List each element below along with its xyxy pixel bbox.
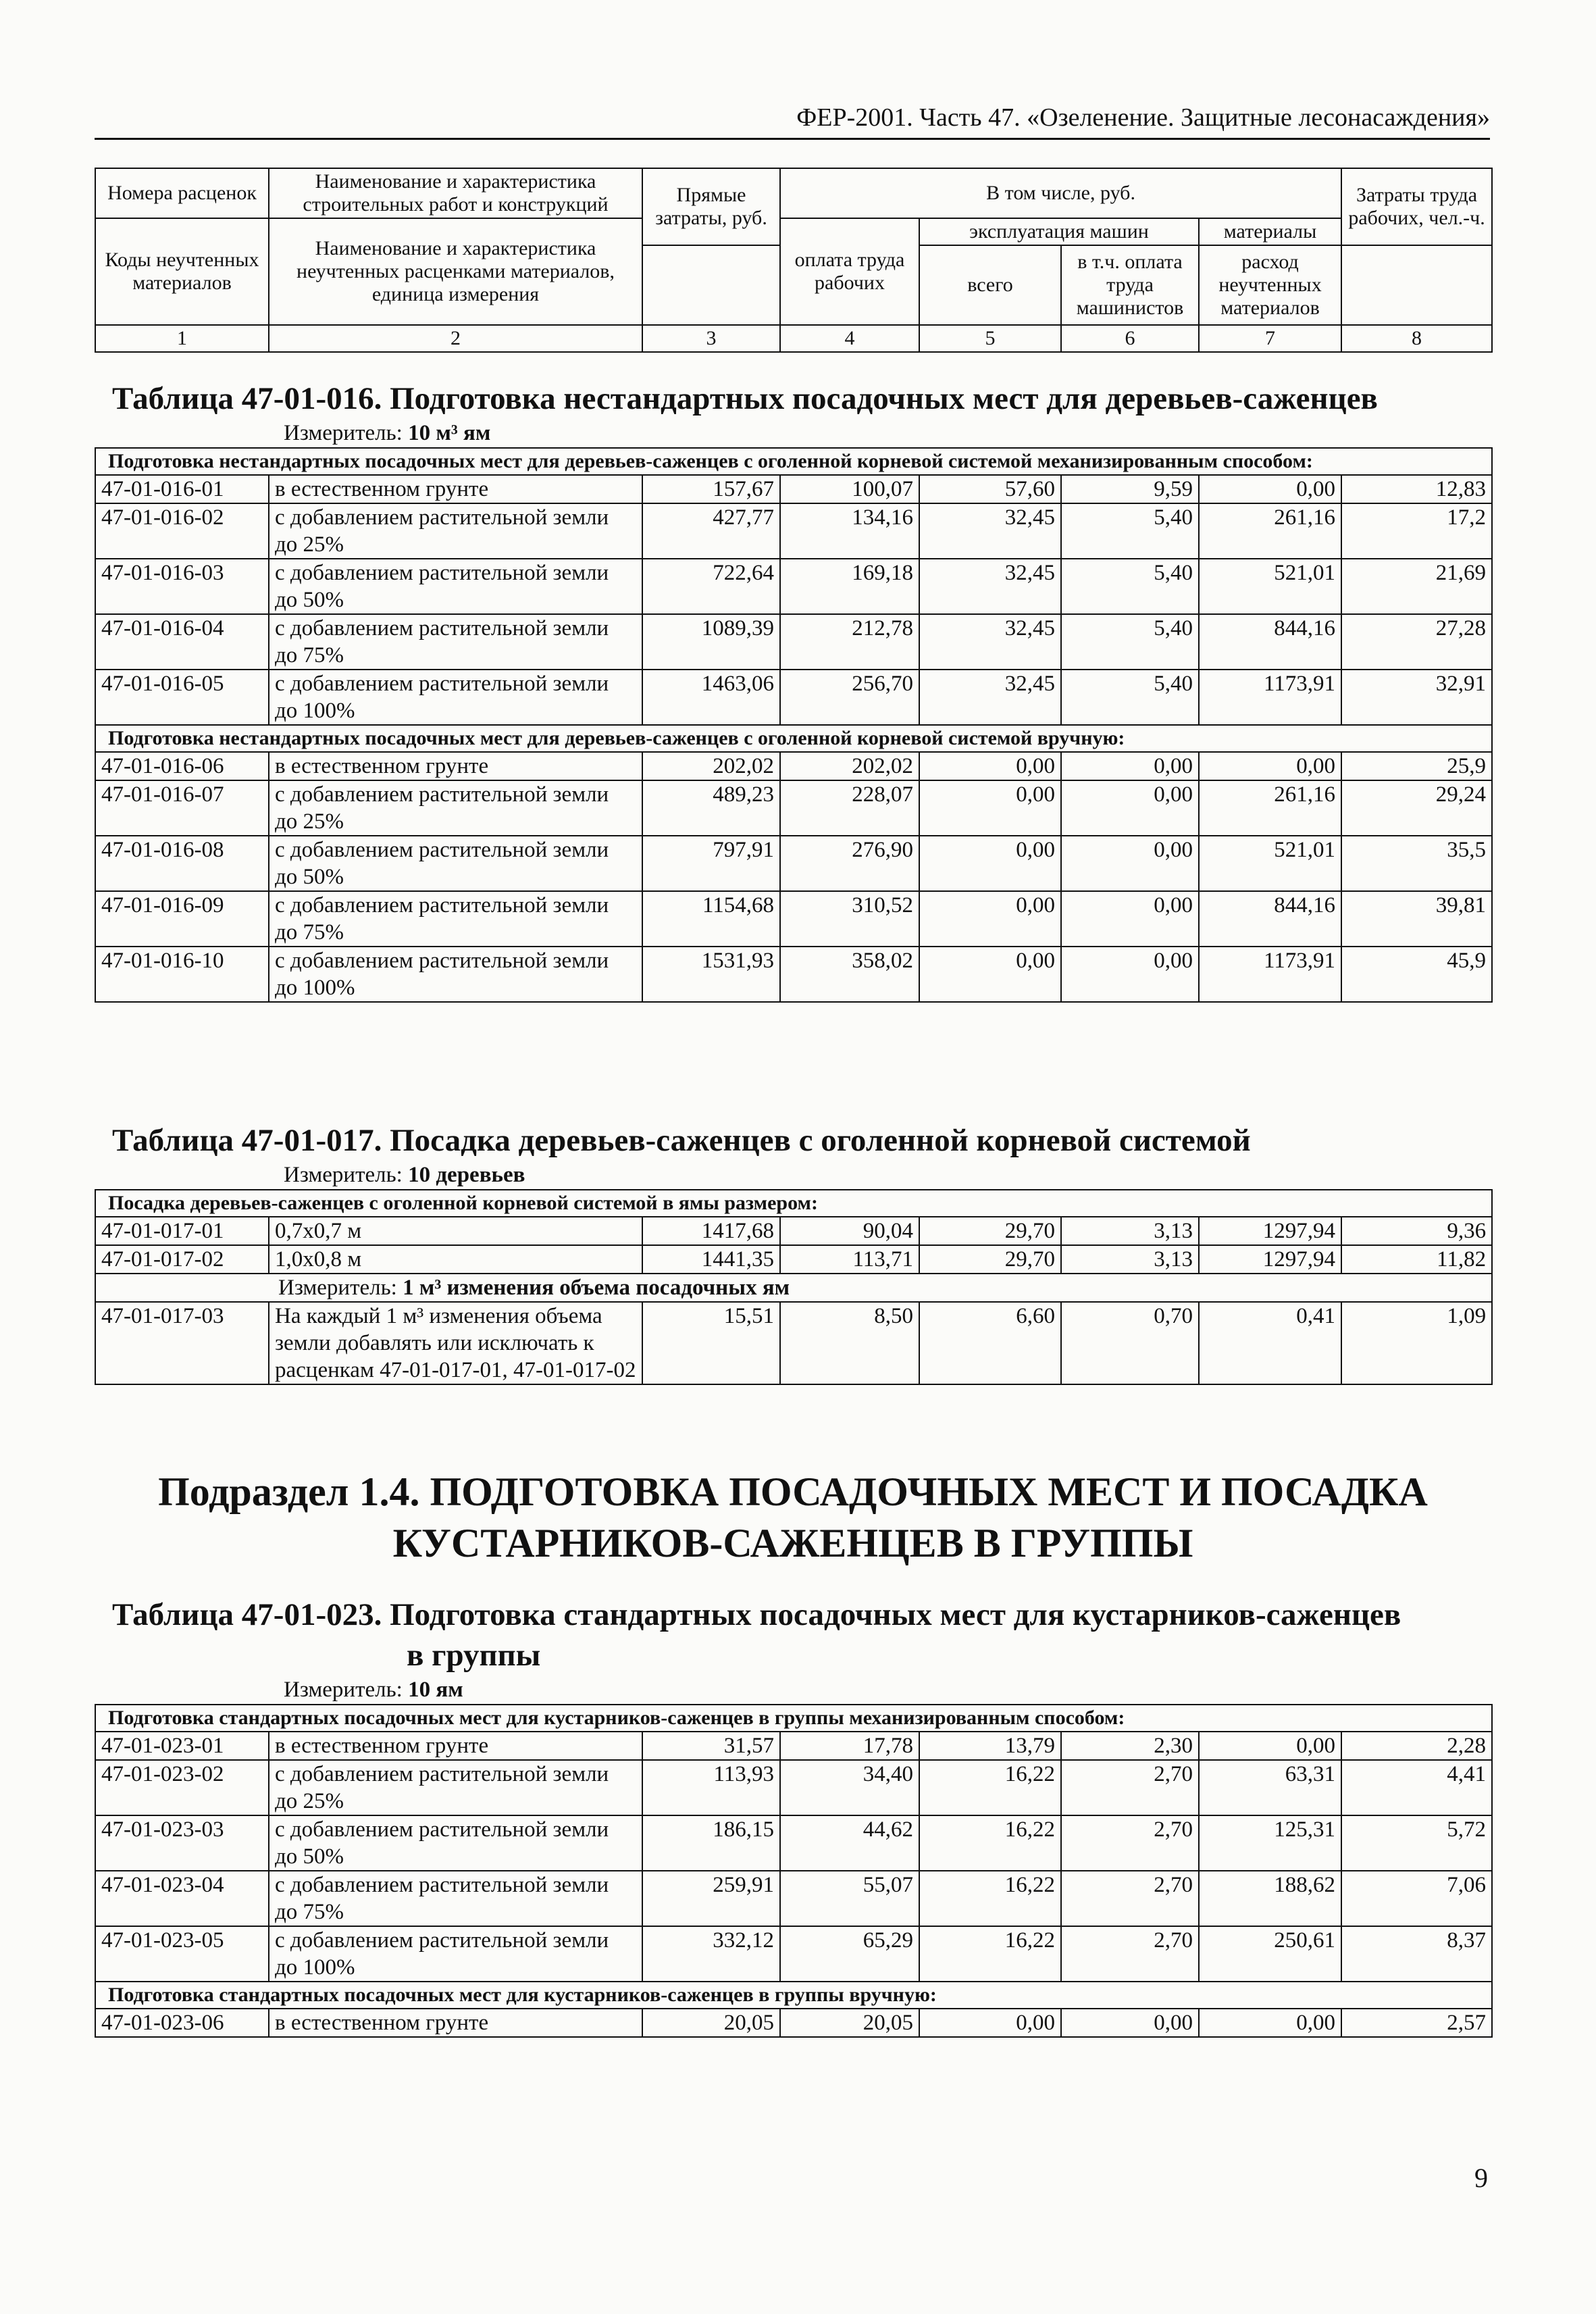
rate-code: 47-01-023-01	[95, 1732, 269, 1760]
materials: 844,16	[1199, 891, 1341, 947]
workers-labor: 9,36	[1341, 1217, 1492, 1245]
rate-code: 47-01-017-03	[95, 1302, 269, 1384]
machines-total: 0,00	[919, 836, 1061, 891]
materials: 1297,94	[1199, 1217, 1341, 1245]
labor-pay: 169,18	[780, 559, 919, 614]
col-code-top: Номера расценок	[95, 168, 269, 218]
measure-label: Измеритель:	[278, 1276, 397, 1300]
rate-code: 47-01-017-02	[95, 1245, 269, 1274]
materials: 521,01	[1199, 836, 1341, 891]
direct-costs: 1463,06	[642, 670, 780, 725]
labor-pay: 44,62	[780, 1815, 919, 1871]
machines-labor: 0,00	[1061, 752, 1199, 780]
col-machines: эксплуатация машин	[919, 218, 1199, 245]
work-name: с добавлением растительной земли до 50%	[269, 1815, 642, 1871]
rate-code: 47-01-016-08	[95, 836, 269, 891]
col-machines-labor: в т.ч. оплата труда машинистов	[1061, 245, 1199, 325]
workers-labor: 8,37	[1341, 1926, 1492, 1982]
machines-total: 6,60	[919, 1302, 1061, 1384]
col-num: 1	[95, 325, 269, 352]
table-017-measure: Измеритель: 10 деревьев	[284, 1163, 525, 1187]
machines-total: 32,45	[919, 614, 1061, 670]
machines-labor: 3,13	[1061, 1217, 1199, 1245]
direct-costs: 202,02	[642, 752, 780, 780]
table-row	[95, 836, 1492, 891]
machines-labor: 2,70	[1061, 1760, 1199, 1815]
group-title: Посадка деревьев-саженцев с оголенной корневой системой в ямы размером:	[95, 1190, 1492, 1217]
work-name: в естественном грунте	[269, 2009, 642, 2037]
col-code-bottom: Коды неучтенных материалов	[95, 218, 269, 325]
workers-labor: 39,81	[1341, 891, 1492, 947]
work-name: с добавлением растительной земли до 100%	[269, 947, 642, 1002]
direct-costs: 20,05	[642, 2009, 780, 2037]
machines-total: 29,70	[919, 1245, 1061, 1274]
rate-code: 47-01-023-03	[95, 1815, 269, 1871]
machines-total: 0,00	[919, 752, 1061, 780]
workers-labor: 2,28	[1341, 1732, 1492, 1760]
table-row	[95, 2009, 1492, 2037]
direct-costs: 489,23	[642, 780, 780, 836]
machines-labor: 0,00	[1061, 780, 1199, 836]
group-title: Подготовка стандартных посадочных мест для кустарников-саженцев в группы вручную:	[95, 1982, 1492, 2009]
labor-pay: 310,52	[780, 891, 919, 947]
machines-total: 0,00	[919, 947, 1061, 1002]
machines-labor: 0,00	[1061, 947, 1199, 1002]
direct-costs: 186,15	[642, 1815, 780, 1871]
materials: 1173,91	[1199, 670, 1341, 725]
table-row	[95, 752, 1492, 780]
work-name: с добавлением растительной земли до 25%	[269, 780, 642, 836]
direct-costs: 1089,39	[642, 614, 780, 670]
labor-pay: 8,50	[780, 1302, 919, 1384]
table-row	[95, 1815, 1492, 1871]
materials: 0,41	[1199, 1302, 1341, 1384]
direct-costs: 259,91	[642, 1871, 780, 1926]
col-workers-labor: Затраты труда рабочих, чел.-ч.	[1341, 168, 1492, 245]
direct-costs: 1154,68	[642, 891, 780, 947]
work-name: в естественном грунте	[269, 475, 642, 503]
subsection-heading-line1: Подраздел 1.4. ПОДГОТОВКА ПОСАДОЧНЫХ МЕСТ И ПОСАДКА	[158, 1469, 1428, 1514]
machines-labor: 2,70	[1061, 1815, 1199, 1871]
table-row	[95, 559, 1492, 614]
col-num: 5	[919, 325, 1061, 352]
table-row	[95, 475, 1492, 503]
machines-labor: 5,40	[1061, 503, 1199, 559]
measure-value: 1 м³ изменения объема посадочных ям	[403, 1276, 790, 1300]
table-016	[95, 447, 1493, 1003]
direct-costs: 113,93	[642, 1760, 780, 1815]
table-row	[95, 780, 1492, 836]
table-017-section	[95, 1120, 1491, 1385]
table-row	[95, 1926, 1492, 1982]
table-023-title	[95, 1594, 1491, 1676]
machines-labor: 2,30	[1061, 1732, 1199, 1760]
materials: 0,00	[1199, 752, 1341, 780]
col-num: 2	[269, 325, 642, 352]
table-row	[95, 1217, 1492, 1245]
work-name: в естественном грунте	[269, 1732, 642, 1760]
work-name: с добавлением растительной земли до 50%	[269, 559, 642, 614]
workers-labor: 11,82	[1341, 1245, 1492, 1274]
workers-labor: 29,24	[1341, 780, 1492, 836]
machines-total: 57,60	[919, 475, 1061, 503]
workers-labor: 5,72	[1341, 1815, 1492, 1871]
workers-labor: 25,9	[1341, 752, 1492, 780]
materials: 261,16	[1199, 503, 1341, 559]
rate-code: 47-01-023-02	[95, 1760, 269, 1815]
col-direct-costs: Прямые затраты, руб.	[642, 168, 780, 245]
machines-labor: 2,70	[1061, 1926, 1199, 1982]
materials: 0,00	[1199, 2009, 1341, 2037]
table-023-title-line2: в группы	[407, 1638, 541, 1673]
machines-total: 32,45	[919, 670, 1061, 725]
machines-labor: 0,70	[1061, 1302, 1199, 1384]
machines-labor: 5,40	[1061, 670, 1199, 725]
labor-pay: 90,04	[780, 1217, 919, 1245]
work-name: с добавлением растительной земли до 25%	[269, 1760, 642, 1815]
table-row	[95, 1760, 1492, 1815]
work-name: с добавлением растительной земли до 75%	[269, 891, 642, 947]
labor-pay: 100,07	[780, 475, 919, 503]
workers-labor: 12,83	[1341, 475, 1492, 503]
direct-costs: 15,51	[642, 1302, 780, 1384]
table-row	[95, 891, 1492, 947]
table-016-measure: Измеритель: 10 м³ ям	[284, 421, 491, 445]
machines-labor: 5,40	[1061, 559, 1199, 614]
machines-total: 32,45	[919, 503, 1061, 559]
rate-code: 47-01-016-01	[95, 475, 269, 503]
group-title: Подготовка нестандартных посадочных мест для деревьев-саженцев с оголенной корневой системой вручную:	[95, 725, 1492, 752]
table-row	[95, 614, 1492, 670]
workers-labor: 32,91	[1341, 670, 1492, 725]
work-name: с добавлением растительной земли до 75%	[269, 1871, 642, 1926]
col-name-bottom: Наименование и характеристика неучтенных расценками материалов, единица измерения	[269, 218, 642, 325]
table-023	[95, 1704, 1493, 2038]
machines-labor: 5,40	[1061, 614, 1199, 670]
labor-pay: 228,07	[780, 780, 919, 836]
measure-row	[95, 1274, 1492, 1302]
table-016-title: Таблица 47-01-016. Подготовка нестандартных посадочных мест для деревьев-саженцев	[112, 381, 1378, 416]
work-name: в естественном грунте	[269, 752, 642, 780]
labor-pay: 256,70	[780, 670, 919, 725]
col-materials: материалы	[1199, 218, 1341, 245]
work-name: 0,7x0,7 м	[269, 1217, 642, 1245]
table-row	[95, 947, 1492, 1002]
col-including: В том числе, руб.	[780, 168, 1341, 218]
direct-costs: 797,91	[642, 836, 780, 891]
labor-pay: 65,29	[780, 1926, 919, 1982]
materials: 0,00	[1199, 1732, 1341, 1760]
machines-labor: 0,00	[1061, 836, 1199, 891]
col-num: 7	[1199, 325, 1341, 352]
col-name-top: Наименование и характеристика строительных работ и конструкций	[269, 168, 642, 218]
group-title-row	[95, 1705, 1492, 1732]
rate-code: 47-01-023-04	[95, 1871, 269, 1926]
direct-costs: 332,12	[642, 1926, 780, 1982]
workers-labor: 2,57	[1341, 2009, 1492, 2037]
rate-code: 47-01-016-05	[95, 670, 269, 725]
rate-code: 47-01-016-02	[95, 503, 269, 559]
table-row	[95, 1245, 1492, 1274]
col-machines-total: всего	[919, 245, 1061, 325]
work-name: На каждый 1 м³ изменения объема земли добавлять или исключать к расценкам 47-01-017-01, 47-01-017-02	[269, 1302, 642, 1384]
table-023-measure: Измеритель: 10 ям	[284, 1678, 463, 1702]
table-017	[95, 1189, 1493, 1385]
machines-labor: 3,13	[1061, 1245, 1199, 1274]
workers-labor: 1,09	[1341, 1302, 1492, 1384]
table-016-section	[95, 378, 1491, 1003]
materials: 844,16	[1199, 614, 1341, 670]
rate-code: 47-01-017-01	[95, 1217, 269, 1245]
workers-labor: 45,9	[1341, 947, 1492, 1002]
table-row	[95, 1871, 1492, 1926]
group-title: Подготовка стандартных посадочных мест для кустарников-саженцев в группы механизированным способом:	[95, 1705, 1492, 1732]
machines-total: 16,22	[919, 1760, 1061, 1815]
work-name: с добавлением растительной земли до 75%	[269, 614, 642, 670]
group-title-row	[95, 1190, 1492, 1217]
direct-costs: 1417,68	[642, 1217, 780, 1245]
materials: 1173,91	[1199, 947, 1341, 1002]
table-row	[95, 503, 1492, 559]
rate-code: 47-01-016-06	[95, 752, 269, 780]
rate-code: 47-01-016-10	[95, 947, 269, 1002]
work-name: с добавлением растительной земли до 25%	[269, 503, 642, 559]
table-row	[95, 1732, 1492, 1760]
materials: 63,31	[1199, 1760, 1341, 1815]
col-num: 8	[1341, 325, 1492, 352]
group-title-row	[95, 448, 1492, 475]
table-023-title-line1: Таблица 47-01-023. Подготовка стандартных посадочных мест для кустарников-саженцев	[112, 1597, 1401, 1632]
subsection-heading-line2: КУСТАРНИКОВ-САЖЕНЦЕВ В ГРУППЫ	[392, 1521, 1193, 1565]
labor-pay: 17,78	[780, 1732, 919, 1760]
workers-labor: 35,5	[1341, 836, 1492, 891]
materials: 261,16	[1199, 780, 1341, 836]
table-017-title: Таблица 47-01-017. Посадка деревьев-саженцев с оголенной корневой системой	[112, 1123, 1251, 1158]
machines-total: 16,22	[919, 1871, 1061, 1926]
rate-code: 47-01-016-04	[95, 614, 269, 670]
workers-labor: 17,2	[1341, 503, 1492, 559]
machines-total: 32,45	[919, 559, 1061, 614]
rate-code: 47-01-016-07	[95, 780, 269, 836]
machines-labor: 0,00	[1061, 891, 1199, 947]
machines-total: 16,22	[919, 1926, 1061, 1982]
rate-code: 47-01-023-05	[95, 1926, 269, 1982]
work-name: 1,0x0,8 м	[269, 1245, 642, 1274]
direct-costs: 1531,93	[642, 947, 780, 1002]
materials: 521,01	[1199, 559, 1341, 614]
machines-labor: 2,70	[1061, 1871, 1199, 1926]
direct-costs: 157,67	[642, 475, 780, 503]
col-materials-unaccounted: расход неучтенных материалов	[1199, 245, 1341, 325]
machines-total: 13,79	[919, 1732, 1061, 1760]
col-labor-pay: оплата труда рабочих	[780, 218, 919, 325]
col-spacer-workers	[1341, 245, 1492, 325]
machines-labor: 9,59	[1061, 475, 1199, 503]
table-row	[95, 1302, 1492, 1384]
work-name: с добавлением растительной земли до 100%	[269, 670, 642, 725]
column-header-table	[95, 168, 1493, 353]
work-name: с добавлением растительной земли до 100%	[269, 1926, 642, 1982]
direct-costs: 31,57	[642, 1732, 780, 1760]
labor-pay: 212,78	[780, 614, 919, 670]
machines-total: 0,00	[919, 780, 1061, 836]
col-spacer-direct	[642, 245, 780, 325]
table-row	[95, 670, 1492, 725]
labor-pay: 202,02	[780, 752, 919, 780]
workers-labor: 21,69	[1341, 559, 1492, 614]
col-num: 3	[642, 325, 780, 352]
machines-total: 0,00	[919, 2009, 1061, 2037]
machines-total: 0,00	[919, 891, 1061, 947]
labor-pay: 34,40	[780, 1760, 919, 1815]
labor-pay: 358,02	[780, 947, 919, 1002]
rate-code: 47-01-023-06	[95, 2009, 269, 2037]
direct-costs: 427,77	[642, 503, 780, 559]
subsection-heading	[95, 1466, 1491, 1569]
table-023-section	[95, 1594, 1491, 2038]
machines-total: 16,22	[919, 1815, 1061, 1871]
rate-code: 47-01-016-09	[95, 891, 269, 947]
labor-pay: 113,71	[780, 1245, 919, 1274]
labor-pay: 55,07	[780, 1871, 919, 1926]
group-title: Подготовка нестандартных посадочных мест для деревьев-саженцев с оголенной корневой системой механизированным способом:	[95, 448, 1492, 475]
direct-costs: 1441,35	[642, 1245, 780, 1274]
materials: 250,61	[1199, 1926, 1341, 1982]
workers-labor: 4,41	[1341, 1760, 1492, 1815]
machines-labor: 0,00	[1061, 2009, 1199, 2037]
col-num: 4	[780, 325, 919, 352]
group-title-row	[95, 725, 1492, 752]
workers-labor: 7,06	[1341, 1871, 1492, 1926]
measure-text	[95, 1274, 1492, 1302]
materials: 125,31	[1199, 1815, 1341, 1871]
group-title-row	[95, 1982, 1492, 2009]
running-header: ФЕР-2001. Часть 47. «Озеленение. Защитные лесонасаждения»	[95, 100, 1490, 140]
rate-code: 47-01-016-03	[95, 559, 269, 614]
col-num: 6	[1061, 325, 1199, 352]
materials: 1297,94	[1199, 1245, 1341, 1274]
labor-pay: 276,90	[780, 836, 919, 891]
direct-costs: 722,64	[642, 559, 780, 614]
materials: 0,00	[1199, 475, 1341, 503]
labor-pay: 134,16	[780, 503, 919, 559]
work-name: с добавлением растительной земли до 50%	[269, 836, 642, 891]
workers-labor: 27,28	[1341, 614, 1492, 670]
page-number: 9	[1474, 2163, 1488, 2193]
materials: 188,62	[1199, 1871, 1341, 1926]
machines-total: 29,70	[919, 1217, 1061, 1245]
labor-pay: 20,05	[780, 2009, 919, 2037]
column-number-row	[95, 325, 1492, 352]
